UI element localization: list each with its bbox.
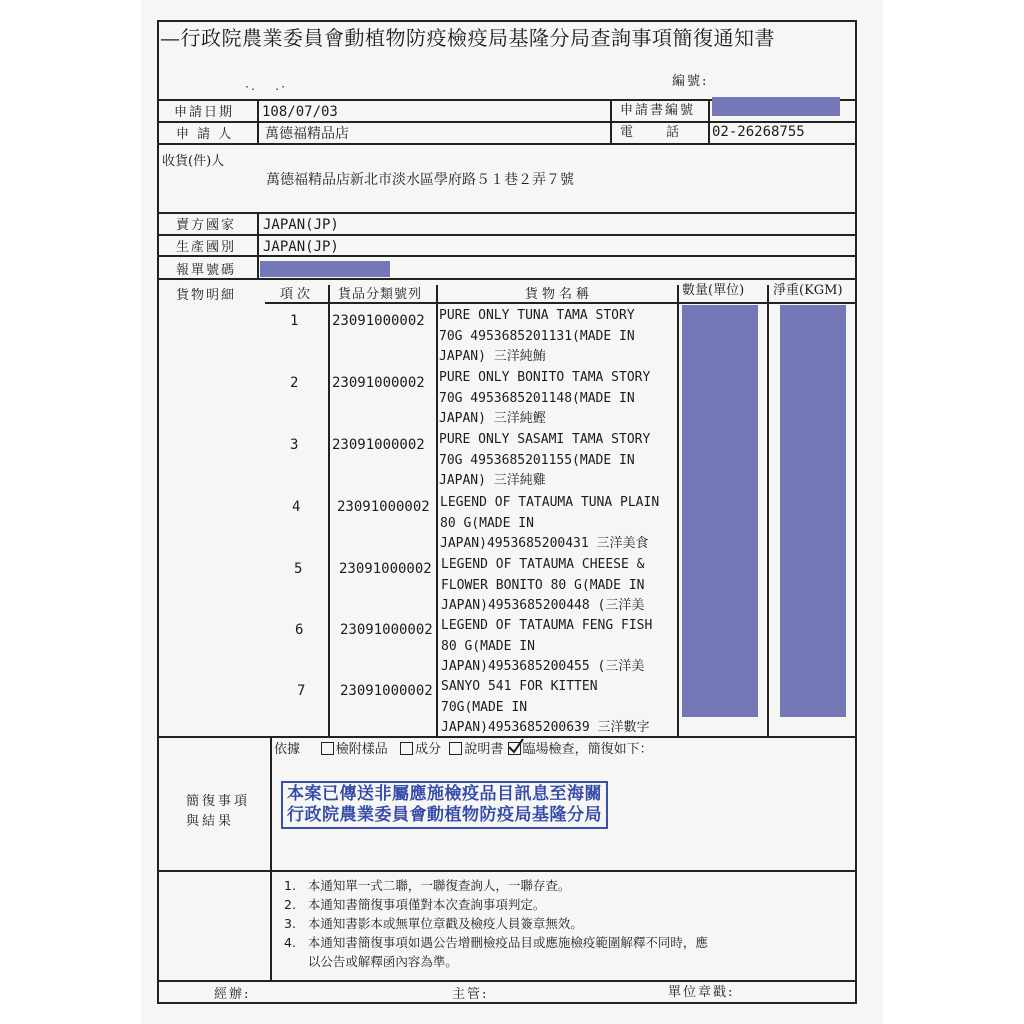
- table-row-name: PURE ONLY SASAMI TAMA STORY 70G 4953685201155(MADE IN JAPAN) 三洋純雞: [439, 432, 651, 488]
- note-item: 4. 本通知書簡復事項如遇公告增刪檢疫品目或應施檢疫範圍解釋不同時，應 以公告或解釋函內容為準。: [284, 935, 708, 969]
- line: [436, 285, 438, 738]
- line: [157, 143, 857, 145]
- table-row-name: PURE ONLY BONITO TAMA STORY 70G 4953685201148(MADE IN JAPAN) 三洋純鰹: [439, 370, 651, 426]
- line: [257, 212, 259, 278]
- table-row-name: LEGEND OF TATAUMA TUNA PLAIN 80 G(MADE IN JAPAN)4953685200431 三洋美食: [440, 495, 660, 551]
- quantity-redaction: [682, 305, 758, 717]
- frame-bottom: [157, 1002, 857, 1004]
- table-row-no: 6: [295, 622, 304, 638]
- line: [257, 99, 259, 143]
- table-row-name: PURE ONLY TUNA TAMA STORY 70G 4953685201131(MADE IN JAPAN) 三洋純鮪: [439, 308, 635, 364]
- declaration-number-label: 報單號碼: [176, 263, 237, 278]
- note-item: 3. 本通知書影本或無單位章戳及檢疫人員簽章無效。: [284, 916, 583, 931]
- frame-left: [157, 20, 159, 1003]
- seller-country-value: JAPAN(JP): [263, 217, 339, 233]
- table-row-no: 2: [290, 375, 299, 391]
- option-sample-label: 檢附樣品: [335, 742, 388, 757]
- table-row-code: 23091000002: [339, 561, 432, 577]
- line: [328, 285, 330, 738]
- table-row-code: 23091000002: [332, 313, 425, 329]
- document-title: —行政院農業委員會動植物防疫檢疫局基隆分局查詢事項簡復通知書: [160, 26, 775, 50]
- seller-country-label: 賣方國家: [176, 218, 237, 233]
- line: [157, 870, 857, 872]
- consignee-value: 萬德福精品店新北市淡水區學府路５１巷２弄７號: [266, 172, 574, 188]
- col-header-name: 貨物名稱: [525, 287, 594, 302]
- line: [157, 121, 857, 123]
- checkbox-onsite-inspection[interactable]: [508, 742, 521, 755]
- line: [708, 99, 710, 143]
- applicant-value: 萬德福精品店: [265, 126, 349, 142]
- consignee-label: 收貨(件)人: [162, 154, 225, 169]
- table-row-code: 23091000002: [340, 683, 433, 699]
- origin-country-value: JAPAN(JP): [263, 239, 339, 255]
- unit-seal-label: 單位章戳:: [668, 985, 735, 1000]
- checkbox-manual[interactable]: [449, 742, 462, 755]
- table-row-name: LEGEND OF TATAUMA CHEESE & FLOWER BONITO 80 G(MADE IN JAPAN)4953685200448 (三洋美: [441, 557, 645, 613]
- col-header-quantity: 數量(單位): [682, 283, 745, 298]
- handler-label: 經辦:: [214, 987, 251, 1002]
- table-row-name: SANYO 541 FOR KITTEN 70G(MADE IN JAPAN)4953685200639 三洋數字: [441, 679, 650, 735]
- table-row-no: 7: [297, 683, 306, 699]
- origin-country-label: 生產國別: [176, 240, 237, 255]
- line: [157, 980, 857, 982]
- col-header-code: 貨品分類號列: [338, 287, 423, 302]
- basis-suffix: ，簡復如下：: [574, 742, 653, 757]
- form-number-redaction: [712, 97, 840, 116]
- line: [610, 99, 612, 143]
- line: [270, 736, 272, 980]
- phone-label: 電 話: [620, 125, 680, 140]
- result-section-label: 簡復事項 與結果: [186, 794, 251, 829]
- official-stamp: 本案已傳送非屬應施檢疫品目訊息至海關 行政院農業委員會動植物防疫局基隆分局: [281, 781, 608, 829]
- apply-date-label: 申請日期: [174, 105, 235, 120]
- phone-value: 02-26268755: [712, 124, 805, 140]
- goods-detail-label: 貨物明細: [176, 288, 237, 303]
- table-row-code: 23091000002: [332, 437, 425, 453]
- table-row-code: 23091000002: [332, 375, 425, 391]
- supervisor-label: 主管:: [452, 987, 489, 1002]
- option-manual-label: 說明書: [464, 742, 504, 757]
- line: [157, 255, 857, 257]
- line: [157, 234, 857, 236]
- declaration-number-redaction: [260, 261, 390, 277]
- basis-label: 依據: [274, 742, 301, 757]
- option-ingredients-label: 成分: [415, 742, 442, 757]
- table-row-no: 5: [294, 561, 303, 577]
- col-header-item: 項次: [280, 287, 315, 302]
- frame-top: [157, 20, 857, 22]
- form-number-label: 申請書編號: [620, 103, 696, 118]
- table-row-no: 3: [290, 437, 299, 453]
- table-row-code: 23091000002: [337, 499, 430, 515]
- col-header-weight: 淨重(KGM): [773, 283, 843, 298]
- scan-specks: ·. .·: [244, 82, 287, 93]
- basis-row: [274, 742, 653, 758]
- line: [677, 285, 679, 738]
- checkbox-sample[interactable]: [321, 742, 334, 755]
- checkbox-ingredients[interactable]: [400, 742, 413, 755]
- number-label: 編號:: [672, 74, 709, 89]
- note-item: 2. 本通知書簡復事項僅對本次查詢事項判定。: [284, 897, 546, 912]
- table-row-code: 23091000002: [340, 622, 433, 638]
- line: [157, 278, 857, 280]
- table-row-name: LEGEND OF TATAUMA FENG FISH 80 G(MADE IN JAPAN)4953685200455 (三洋美: [441, 618, 653, 674]
- frame-right: [855, 20, 857, 1003]
- weight-redaction: [780, 305, 846, 717]
- table-row-no: 4: [292, 499, 301, 515]
- option-onsite-label: 臨場檢查: [522, 742, 575, 757]
- applicant-label: 申 請 人: [176, 127, 234, 142]
- line: [157, 212, 857, 214]
- check-mark-icon: [508, 738, 524, 754]
- note-item: 1. 本通知單一式二聯，一聯復查詢人，一聯存查。: [284, 878, 571, 893]
- line: [767, 285, 769, 738]
- table-row-no: 1: [290, 313, 299, 329]
- apply-date-value: 108/07/03: [262, 104, 338, 120]
